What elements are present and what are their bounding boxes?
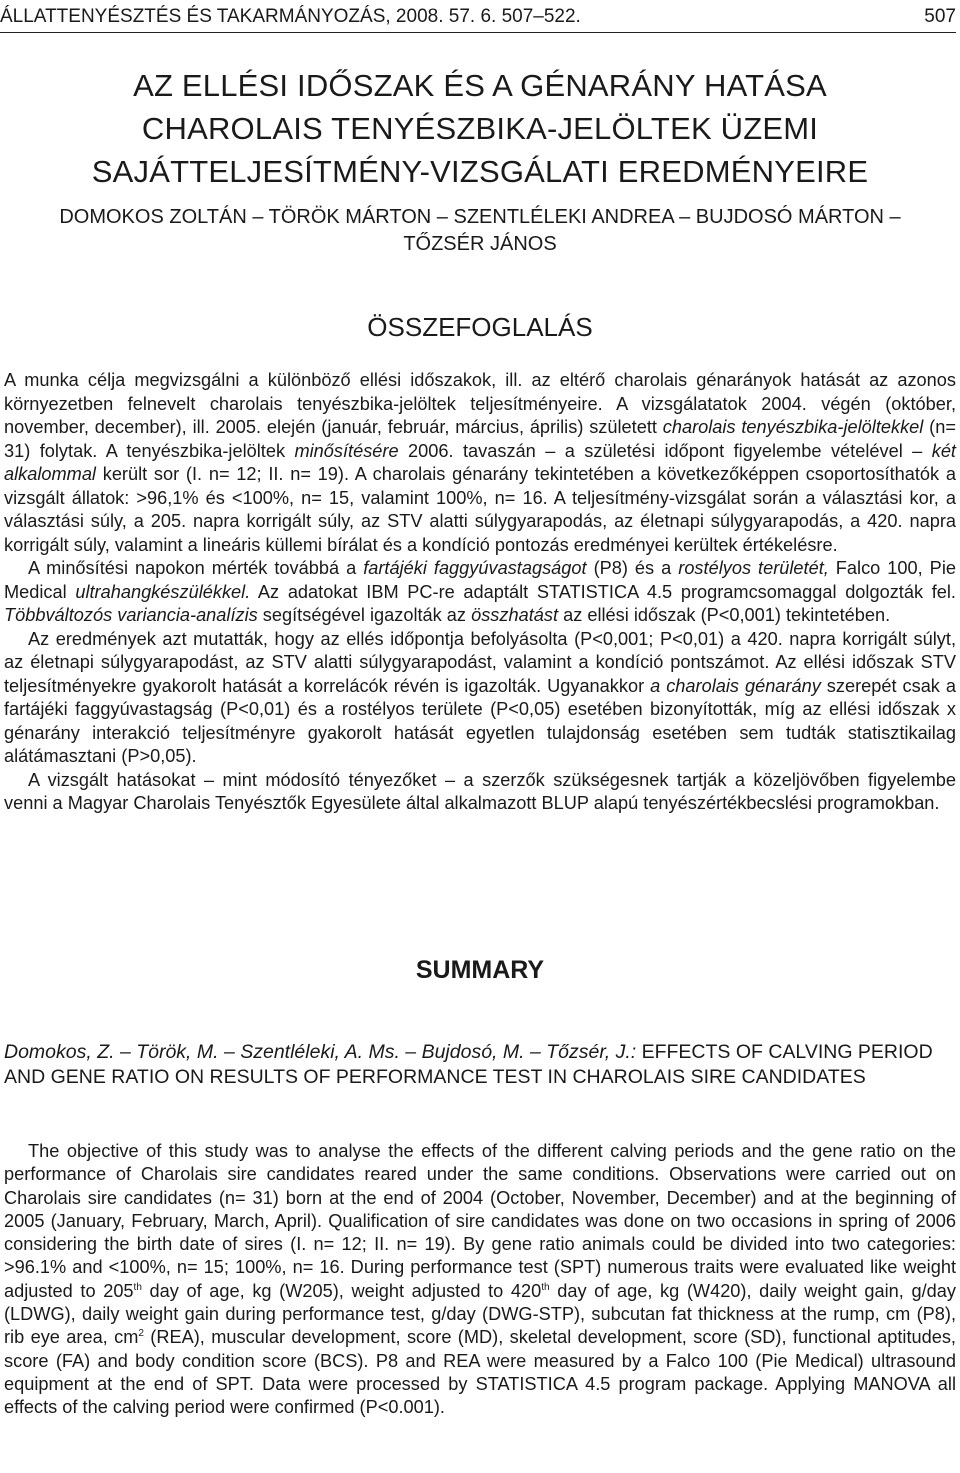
citation-title: EFFECTS OF CALVING PERIOD AND GENE RATIO ON RESULTS OF PERFORMANCE TEST IN CHAROLAIS SIRE CANDIDATES [4,1041,933,1088]
article-title [0,64,960,193]
english-citation [4,1040,956,1090]
abstract-paragraph-3: Az eredmények azt mutatták, hogy az ellés időpontja befolyásolta (P<0,001; P<0,01) a 420. napra korrigált súlyt, az életnapi súlygyarapodást, az STV alatti súlygyarapodást, valamint a kondíció pontszámot. Az ellési időszak STV teljesítményekre gyakorolt hatását a korrelácók révén is igazolták. Ugyanakkor a charolais génarány szerepét csak a fartájéki faggyúvastagság (P<0,01) és a rostélyos területe (P<0,05) esetében bizonyították, míg az ellési időszak x génarány interakció teljesítményre gyakorolt hatását egyetlen tulajdonság esetében sem tudták statisztikailag alátámasztani (P>0,05). [4,628,956,766]
english-abstract [4,1140,956,1420]
title-line-2: CHAROLAIS TENYÉSZBIKA-JELÖLTEK ÜZEMI [141,111,819,146]
hungarian-abstract [4,369,956,816]
summary-heading: SUMMARY [415,956,545,984]
authors-line-2: TŐZSÉR JÁNOS [403,233,557,255]
page-number: 507 [924,6,956,27]
running-head [0,6,956,33]
summary-paragraph-1: The objective of this study was to analyse the effects of the different calving periods and the gene ratio on the performance of Charolais sire candidates reared under the same conditions. Observations were carried out on Charolais sire candidates (n= 31) born at the end of 2004 (October, November, December) and at the beginning of 2005 (January, February, March, April). Qualification of sire candidates was done on two occasions in spring of 2006 considering the birth date of sires (I. n= 12; II. n= 19). By gene ratio animals could be divided into two categories: >96.1% and <100%, n= 15; 100%, n= 16. During performance test (SPT) numerous traits were evaluated like weight adjusted to 205th day of age, kg (W205), weight adjusted to 420th day of age, kg (W420), daily weight gain, g/day (LDWG), daily weight gain during performance test, g/day (DWG-STP), subcutan fat thickness at the rump, cm (P8), rib eye area, $cm^2$ (REA), muscular development, score (MD), skeletal development, score (SD), functional aptitudes, score (FA) and body condition score (BCS). P8 and REA were measured by a Falco 100 (Pie Medical) ultrasound equipment at the end of SPT. Data were processed by STATISTICA 4.5 program package. Applying MANOVA all effects of the calving period were confirmed (P<0.001). [4,1141,956,1418]
authors-line-1: DOMOKOS ZOLTÁN – TÖRÖK MÁRTON – SZENTLÉLEKI ANDREA – BUJDOSÓ MÁRTON – [59,206,901,228]
author-list [0,204,960,258]
title-line-3: SAJÁTTELJESÍTMÉNY-VIZSGÁLATI EREDMÉNYEIRE [91,154,869,189]
abstract-paragraph-1: A munka célja megvizsgálni a különböző ellési időszakok, ill. az eltérő charolais génarányok hatását az azonos környezetben felnevelt charolais tenyészbika-jelöltek teljesítményeire. A vizsgálatatok 2004. végén (október, november, december), ill. 2005. elején (január, február, március, április) született charolais tenyészbika-jelöltekkel (n= 31) folytak. A tenyészbika-jelöltek minősítésére 2006. tavaszán – a születési időpont figyelembe vételével – két alkalommal került sor (I. n= 12; II. n= 19). A charolais génarány tekintetében a következőképpen csoportosíthatók a vizsgált állatok: >96,1% és <100%, n= 15, valamint 100%, n= 16. A teljesítmény-vizsgálat során a választási kor, a választási súly, a 205. napra korrigált súly, az STV alatti súlygyarapodás, az életnapi súlygyarapodás, a 420. napra korrigált súly, valamint a lineáris küllemi bírálat és a kondíció pontozás eredményei kerültek értékelésre. [4,370,956,555]
citation-authors: Domokos, Z. – Török, M. – Szentléleki, A. Ms. – Bujdosó, M. – Tőzsér, J.: [4,1041,637,1063]
title-line-1: AZ ELLÉSI IDŐSZAK ÉS A GÉNARÁNY HATÁSA [133,68,827,103]
abstract-paragraph-4: A vizsgált hatásokat – mint módosító tényezőket – a szerzők szükségesnek tartják a közeljövőben figyelembe venni a Magyar Charolais Tenyésztők Egyesülete által alkalmazott BLUP alapú tenyészértékbecslési programokban. [4,769,956,813]
osszefoglalas-heading: ÖSSZEFOGLALÁS [367,312,593,342]
journal-citation: ÁLLATTENYÉSZTÉS ÉS TAKARMÁNYOZÁS, 2008. 57. 6. 507–522. [0,6,581,27]
abstract-paragraph-2: A minősítési napokon mérték továbbá a fartájéki faggyúvastagságot (P8) és a rostélyos területét, Falco 100, Pie Medical ultrahangkészülékkel. Az adatokat IBM PC-re adaptált STATISTICA 4.5 programcsomaggal dolgozták fel. Többváltozós variancia-analízis segítségével igazolták az összhatást az ellési időszak (P<0,001) tekintetében. [4,558,956,625]
